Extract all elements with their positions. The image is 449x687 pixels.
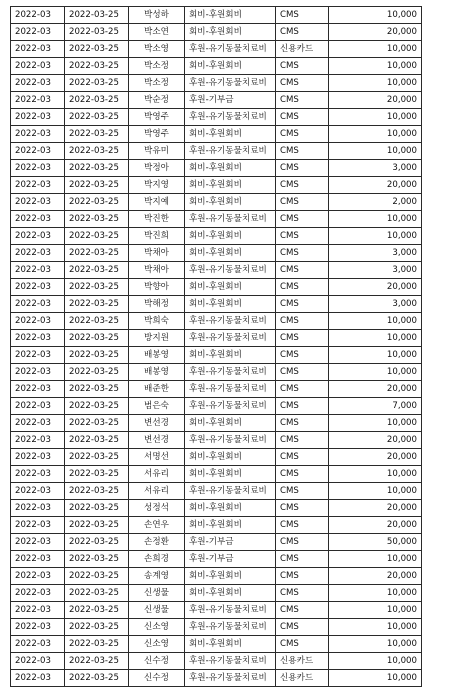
month-cell: 2022-03 xyxy=(11,602,65,619)
month-cell: 2022-03 xyxy=(11,126,65,143)
month-cell: 2022-03 xyxy=(11,177,65,194)
amount-cell: 20,000 xyxy=(329,279,422,296)
name-cell: 박진한 xyxy=(129,211,185,228)
item-cell: 후원-유기동물치료비 xyxy=(185,262,276,279)
item-cell: 회비-후원회비 xyxy=(185,296,276,313)
name-cell: 손희경 xyxy=(129,551,185,568)
item-cell: 후원-유기동물치료비 xyxy=(185,483,276,500)
table-row xyxy=(11,534,422,551)
name-cell: 박지영 xyxy=(129,177,185,194)
table-row xyxy=(11,636,422,653)
item-cell: 후원-유기동물치료비 xyxy=(185,330,276,347)
amount-cell: 20,000 xyxy=(329,432,422,449)
date-cell: 2022-03-25 xyxy=(65,449,129,466)
item-cell: 회비-후원회비 xyxy=(185,177,276,194)
payment-method-cell: 신용카드 xyxy=(276,653,329,670)
month-cell: 2022-03 xyxy=(11,279,65,296)
month-cell: 2022-03 xyxy=(11,653,65,670)
table-row xyxy=(11,160,422,177)
item-cell: 회비-후원회비 xyxy=(185,636,276,653)
month-cell: 2022-03 xyxy=(11,636,65,653)
payment-method-cell: CMS xyxy=(276,58,329,75)
date-cell: 2022-03-25 xyxy=(65,7,129,24)
amount-cell: 10,000 xyxy=(329,619,422,636)
month-cell: 2022-03 xyxy=(11,381,65,398)
date-cell: 2022-03-25 xyxy=(65,381,129,398)
item-cell: 후원-유기동물치료비 xyxy=(185,653,276,670)
month-cell: 2022-03 xyxy=(11,92,65,109)
payment-method-cell: CMS xyxy=(276,398,329,415)
table-row xyxy=(11,24,422,41)
item-cell: 회비-후원회비 xyxy=(185,126,276,143)
name-cell: 변선경 xyxy=(129,415,185,432)
date-cell: 2022-03-25 xyxy=(65,500,129,517)
amount-cell: 10,000 xyxy=(329,7,422,24)
month-cell: 2022-03 xyxy=(11,500,65,517)
name-cell: 박채아 xyxy=(129,245,185,262)
amount-cell: 10,000 xyxy=(329,483,422,500)
table-row xyxy=(11,381,422,398)
payment-method-cell: CMS xyxy=(276,483,329,500)
name-cell: 박채아 xyxy=(129,262,185,279)
date-cell: 2022-03-25 xyxy=(65,177,129,194)
table-row xyxy=(11,619,422,636)
name-cell: 박정아 xyxy=(129,160,185,177)
date-cell: 2022-03-25 xyxy=(65,143,129,160)
date-cell: 2022-03-25 xyxy=(65,551,129,568)
item-cell: 후원-유기동물치료비 xyxy=(185,670,276,687)
amount-cell: 10,000 xyxy=(329,109,422,126)
month-cell: 2022-03 xyxy=(11,211,65,228)
payment-method-cell: CMS xyxy=(276,364,329,381)
month-cell: 2022-03 xyxy=(11,24,65,41)
payment-method-cell: CMS xyxy=(276,245,329,262)
name-cell: 박해정 xyxy=(129,296,185,313)
payment-method-cell: CMS xyxy=(276,7,329,24)
date-cell: 2022-03-25 xyxy=(65,534,129,551)
date-cell: 2022-03-25 xyxy=(65,602,129,619)
month-cell: 2022-03 xyxy=(11,517,65,534)
amount-cell: 10,000 xyxy=(329,585,422,602)
month-cell: 2022-03 xyxy=(11,449,65,466)
date-cell: 2022-03-25 xyxy=(65,109,129,126)
date-cell: 2022-03-25 xyxy=(65,24,129,41)
amount-cell: 3,000 xyxy=(329,296,422,313)
month-cell: 2022-03 xyxy=(11,551,65,568)
item-cell: 후원-유기동물치료비 xyxy=(185,602,276,619)
amount-cell: 10,000 xyxy=(329,143,422,160)
amount-cell: 3,000 xyxy=(329,245,422,262)
item-cell: 회비-후원회비 xyxy=(185,24,276,41)
amount-cell: 10,000 xyxy=(329,415,422,432)
name-cell: 신생물 xyxy=(129,585,185,602)
date-cell: 2022-03-25 xyxy=(65,41,129,58)
table-row xyxy=(11,58,422,75)
name-cell: 박성하 xyxy=(129,7,185,24)
date-cell: 2022-03-25 xyxy=(65,568,129,585)
month-cell: 2022-03 xyxy=(11,41,65,58)
month-cell: 2022-03 xyxy=(11,75,65,92)
item-cell: 후원-유기동물치료비 xyxy=(185,75,276,92)
payment-method-cell: CMS xyxy=(276,381,329,398)
item-cell: 회비-후원회비 xyxy=(185,347,276,364)
amount-cell: 3,000 xyxy=(329,262,422,279)
month-cell: 2022-03 xyxy=(11,160,65,177)
amount-cell: 10,000 xyxy=(329,364,422,381)
name-cell: 박지예 xyxy=(129,194,185,211)
payment-method-cell: CMS xyxy=(276,279,329,296)
name-cell: 박영주 xyxy=(129,109,185,126)
item-cell: 후원-유기동물치료비 xyxy=(185,313,276,330)
date-cell: 2022-03-25 xyxy=(65,245,129,262)
name-cell: 신수정 xyxy=(129,653,185,670)
table-row xyxy=(11,126,422,143)
payment-method-cell: CMS xyxy=(276,160,329,177)
month-cell: 2022-03 xyxy=(11,619,65,636)
name-cell: 배준한 xyxy=(129,381,185,398)
month-cell: 2022-03 xyxy=(11,143,65,160)
item-cell: 후원-유기동물치료비 xyxy=(185,109,276,126)
month-cell: 2022-03 xyxy=(11,415,65,432)
item-cell: 회비-후원회비 xyxy=(185,466,276,483)
amount-cell: 10,000 xyxy=(329,670,422,687)
amount-cell: 10,000 xyxy=(329,347,422,364)
name-cell: 성정석 xyxy=(129,500,185,517)
table-row xyxy=(11,449,422,466)
amount-cell: 10,000 xyxy=(329,466,422,483)
payment-method-cell: 신용카드 xyxy=(276,41,329,58)
name-cell: 배봉영 xyxy=(129,364,185,381)
month-cell: 2022-03 xyxy=(11,245,65,262)
month-cell: 2022-03 xyxy=(11,670,65,687)
table-row xyxy=(11,296,422,313)
name-cell: 박향아 xyxy=(129,279,185,296)
item-cell: 회비-후원회비 xyxy=(185,585,276,602)
name-cell: 배봉영 xyxy=(129,347,185,364)
item-cell: 회비-후원회비 xyxy=(185,7,276,24)
table-row xyxy=(11,364,422,381)
payment-method-cell: CMS xyxy=(276,194,329,211)
date-cell: 2022-03-25 xyxy=(65,92,129,109)
month-cell: 2022-03 xyxy=(11,585,65,602)
amount-cell: 7,000 xyxy=(329,398,422,415)
date-cell: 2022-03-25 xyxy=(65,619,129,636)
amount-cell: 20,000 xyxy=(329,449,422,466)
month-cell: 2022-03 xyxy=(11,58,65,75)
payment-method-cell: CMS xyxy=(276,24,329,41)
payment-method-cell: CMS xyxy=(276,262,329,279)
month-cell: 2022-03 xyxy=(11,313,65,330)
item-cell: 후원-유기동물치료비 xyxy=(185,619,276,636)
amount-cell: 20,000 xyxy=(329,177,422,194)
payment-method-cell: CMS xyxy=(276,568,329,585)
amount-cell: 10,000 xyxy=(329,330,422,347)
item-cell: 후원-유기동물치료비 xyxy=(185,398,276,415)
item-cell: 후원-유기동물치료비 xyxy=(185,41,276,58)
date-cell: 2022-03-25 xyxy=(65,636,129,653)
month-cell: 2022-03 xyxy=(11,228,65,245)
name-cell: 박희숙 xyxy=(129,313,185,330)
table-row xyxy=(11,177,422,194)
amount-cell: 50,000 xyxy=(329,534,422,551)
payment-method-cell: CMS xyxy=(276,143,329,160)
month-cell: 2022-03 xyxy=(11,7,65,24)
payment-method-cell: CMS xyxy=(276,636,329,653)
date-cell: 2022-03-25 xyxy=(65,432,129,449)
amount-cell: 10,000 xyxy=(329,228,422,245)
date-cell: 2022-03-25 xyxy=(65,483,129,500)
payment-method-cell: CMS xyxy=(276,330,329,347)
date-cell: 2022-03-25 xyxy=(65,347,129,364)
payment-method-cell: CMS xyxy=(276,126,329,143)
name-cell: 박진희 xyxy=(129,228,185,245)
name-cell: 손정환 xyxy=(129,534,185,551)
item-cell: 회비-후원회비 xyxy=(185,228,276,245)
table-row xyxy=(11,262,422,279)
month-cell: 2022-03 xyxy=(11,534,65,551)
item-cell: 회비-후원회비 xyxy=(185,279,276,296)
name-cell: 박소영 xyxy=(129,41,185,58)
amount-cell: 10,000 xyxy=(329,41,422,58)
table-row xyxy=(11,415,422,432)
month-cell: 2022-03 xyxy=(11,330,65,347)
date-cell: 2022-03-25 xyxy=(65,75,129,92)
name-cell: 박소연 xyxy=(129,24,185,41)
item-cell: 회비-후원회비 xyxy=(185,194,276,211)
name-cell: 서명선 xyxy=(129,449,185,466)
payment-method-cell: CMS xyxy=(276,619,329,636)
table-row xyxy=(11,517,422,534)
month-cell: 2022-03 xyxy=(11,483,65,500)
table-row xyxy=(11,483,422,500)
item-cell: 후원-유기동물치료비 xyxy=(185,364,276,381)
table-row xyxy=(11,92,422,109)
date-cell: 2022-03-25 xyxy=(65,194,129,211)
table-row xyxy=(11,500,422,517)
payment-method-cell: CMS xyxy=(276,296,329,313)
item-cell: 후원-기부금 xyxy=(185,92,276,109)
table-row xyxy=(11,347,422,364)
month-cell: 2022-03 xyxy=(11,364,65,381)
payment-method-cell: CMS xyxy=(276,551,329,568)
item-cell: 후원-유기동물치료비 xyxy=(185,143,276,160)
date-cell: 2022-03-25 xyxy=(65,279,129,296)
amount-cell: 20,000 xyxy=(329,92,422,109)
name-cell: 신수정 xyxy=(129,670,185,687)
date-cell: 2022-03-25 xyxy=(65,160,129,177)
item-cell: 회비-후원회비 xyxy=(185,245,276,262)
amount-cell: 10,000 xyxy=(329,653,422,670)
payment-method-cell: CMS xyxy=(276,500,329,517)
date-cell: 2022-03-25 xyxy=(65,398,129,415)
date-cell: 2022-03-25 xyxy=(65,415,129,432)
date-cell: 2022-03-25 xyxy=(65,228,129,245)
date-cell: 2022-03-25 xyxy=(65,262,129,279)
amount-cell: 10,000 xyxy=(329,58,422,75)
table-row xyxy=(11,313,422,330)
name-cell: 변선경 xyxy=(129,432,185,449)
name-cell: 박순정 xyxy=(129,92,185,109)
table-row xyxy=(11,75,422,92)
name-cell: 송계영 xyxy=(129,568,185,585)
month-cell: 2022-03 xyxy=(11,194,65,211)
date-cell: 2022-03-25 xyxy=(65,126,129,143)
name-cell: 박유미 xyxy=(129,143,185,160)
month-cell: 2022-03 xyxy=(11,296,65,313)
date-cell: 2022-03-25 xyxy=(65,330,129,347)
payment-method-cell: CMS xyxy=(276,347,329,364)
amount-cell: 20,000 xyxy=(329,24,422,41)
date-cell: 2022-03-25 xyxy=(65,653,129,670)
payment-method-cell: CMS xyxy=(276,109,329,126)
name-cell: 방지원 xyxy=(129,330,185,347)
payment-method-cell: CMS xyxy=(276,415,329,432)
month-cell: 2022-03 xyxy=(11,262,65,279)
payment-method-cell: CMS xyxy=(276,466,329,483)
payment-method-cell: CMS xyxy=(276,602,329,619)
item-cell: 후원-기부금 xyxy=(185,534,276,551)
name-cell: 박소정 xyxy=(129,58,185,75)
month-cell: 2022-03 xyxy=(11,347,65,364)
item-cell: 회비-후원회비 xyxy=(185,449,276,466)
table-row xyxy=(11,228,422,245)
table-row xyxy=(11,585,422,602)
payment-method-cell: CMS xyxy=(276,177,329,194)
amount-cell: 20,000 xyxy=(329,500,422,517)
table-row xyxy=(11,245,422,262)
date-cell: 2022-03-25 xyxy=(65,517,129,534)
amount-cell: 20,000 xyxy=(329,381,422,398)
date-cell: 2022-03-25 xyxy=(65,670,129,687)
table-row xyxy=(11,143,422,160)
name-cell: 서유리 xyxy=(129,466,185,483)
amount-cell: 10,000 xyxy=(329,551,422,568)
table-row xyxy=(11,602,422,619)
item-cell: 회비-후원회비 xyxy=(185,500,276,517)
month-cell: 2022-03 xyxy=(11,398,65,415)
name-cell: 신소영 xyxy=(129,636,185,653)
date-cell: 2022-03-25 xyxy=(65,313,129,330)
date-cell: 2022-03-25 xyxy=(65,296,129,313)
month-cell: 2022-03 xyxy=(11,466,65,483)
date-cell: 2022-03-25 xyxy=(65,58,129,75)
amount-cell: 10,000 xyxy=(329,211,422,228)
table-row xyxy=(11,41,422,58)
name-cell: 신생물 xyxy=(129,602,185,619)
item-cell: 회비-후원회비 xyxy=(185,415,276,432)
payment-method-cell: CMS xyxy=(276,517,329,534)
payment-method-cell: CMS xyxy=(276,585,329,602)
month-cell: 2022-03 xyxy=(11,432,65,449)
amount-cell: 10,000 xyxy=(329,75,422,92)
item-cell: 회비-후원회비 xyxy=(185,58,276,75)
table-row xyxy=(11,568,422,585)
payment-method-cell: CMS xyxy=(276,313,329,330)
table-row xyxy=(11,466,422,483)
payment-method-cell: CMS xyxy=(276,211,329,228)
table-row xyxy=(11,109,422,126)
payment-method-cell: CMS xyxy=(276,228,329,245)
item-cell: 회비-후원회비 xyxy=(185,568,276,585)
date-cell: 2022-03-25 xyxy=(65,585,129,602)
table-row xyxy=(11,330,422,347)
table-row xyxy=(11,653,422,670)
table-row xyxy=(11,670,422,687)
donation-ledger-table xyxy=(10,6,422,687)
amount-cell: 10,000 xyxy=(329,313,422,330)
amount-cell: 10,000 xyxy=(329,602,422,619)
amount-cell: 2,000 xyxy=(329,194,422,211)
month-cell: 2022-03 xyxy=(11,109,65,126)
date-cell: 2022-03-25 xyxy=(65,364,129,381)
date-cell: 2022-03-25 xyxy=(65,466,129,483)
amount-cell: 10,000 xyxy=(329,126,422,143)
table-row xyxy=(11,211,422,228)
payment-method-cell: CMS xyxy=(276,449,329,466)
ledger-body xyxy=(11,7,422,687)
item-cell: 후원-유기동물치료비 xyxy=(185,432,276,449)
payment-method-cell: CMS xyxy=(276,432,329,449)
name-cell: 범은숙 xyxy=(129,398,185,415)
item-cell: 회비-후원회비 xyxy=(185,517,276,534)
payment-method-cell: CMS xyxy=(276,92,329,109)
name-cell: 손연우 xyxy=(129,517,185,534)
table-row xyxy=(11,279,422,296)
name-cell: 신소영 xyxy=(129,619,185,636)
payment-method-cell: CMS xyxy=(276,75,329,92)
amount-cell: 20,000 xyxy=(329,568,422,585)
table-row xyxy=(11,432,422,449)
amount-cell: 3,000 xyxy=(329,160,422,177)
payment-method-cell: CMS xyxy=(276,534,329,551)
amount-cell: 20,000 xyxy=(329,517,422,534)
table-row xyxy=(11,551,422,568)
table-row xyxy=(11,7,422,24)
date-cell: 2022-03-25 xyxy=(65,211,129,228)
amount-cell: 10,000 xyxy=(329,636,422,653)
month-cell: 2022-03 xyxy=(11,568,65,585)
name-cell: 서유리 xyxy=(129,483,185,500)
item-cell: 회비-후원회비 xyxy=(185,160,276,177)
item-cell: 후원-유기동물치료비 xyxy=(185,211,276,228)
item-cell: 후원-기부금 xyxy=(185,551,276,568)
name-cell: 박소정 xyxy=(129,75,185,92)
name-cell: 박영주 xyxy=(129,126,185,143)
payment-method-cell: 신용카드 xyxy=(276,670,329,687)
table-row xyxy=(11,194,422,211)
table-row xyxy=(11,398,422,415)
item-cell: 후원-유기동물치료비 xyxy=(185,381,276,398)
